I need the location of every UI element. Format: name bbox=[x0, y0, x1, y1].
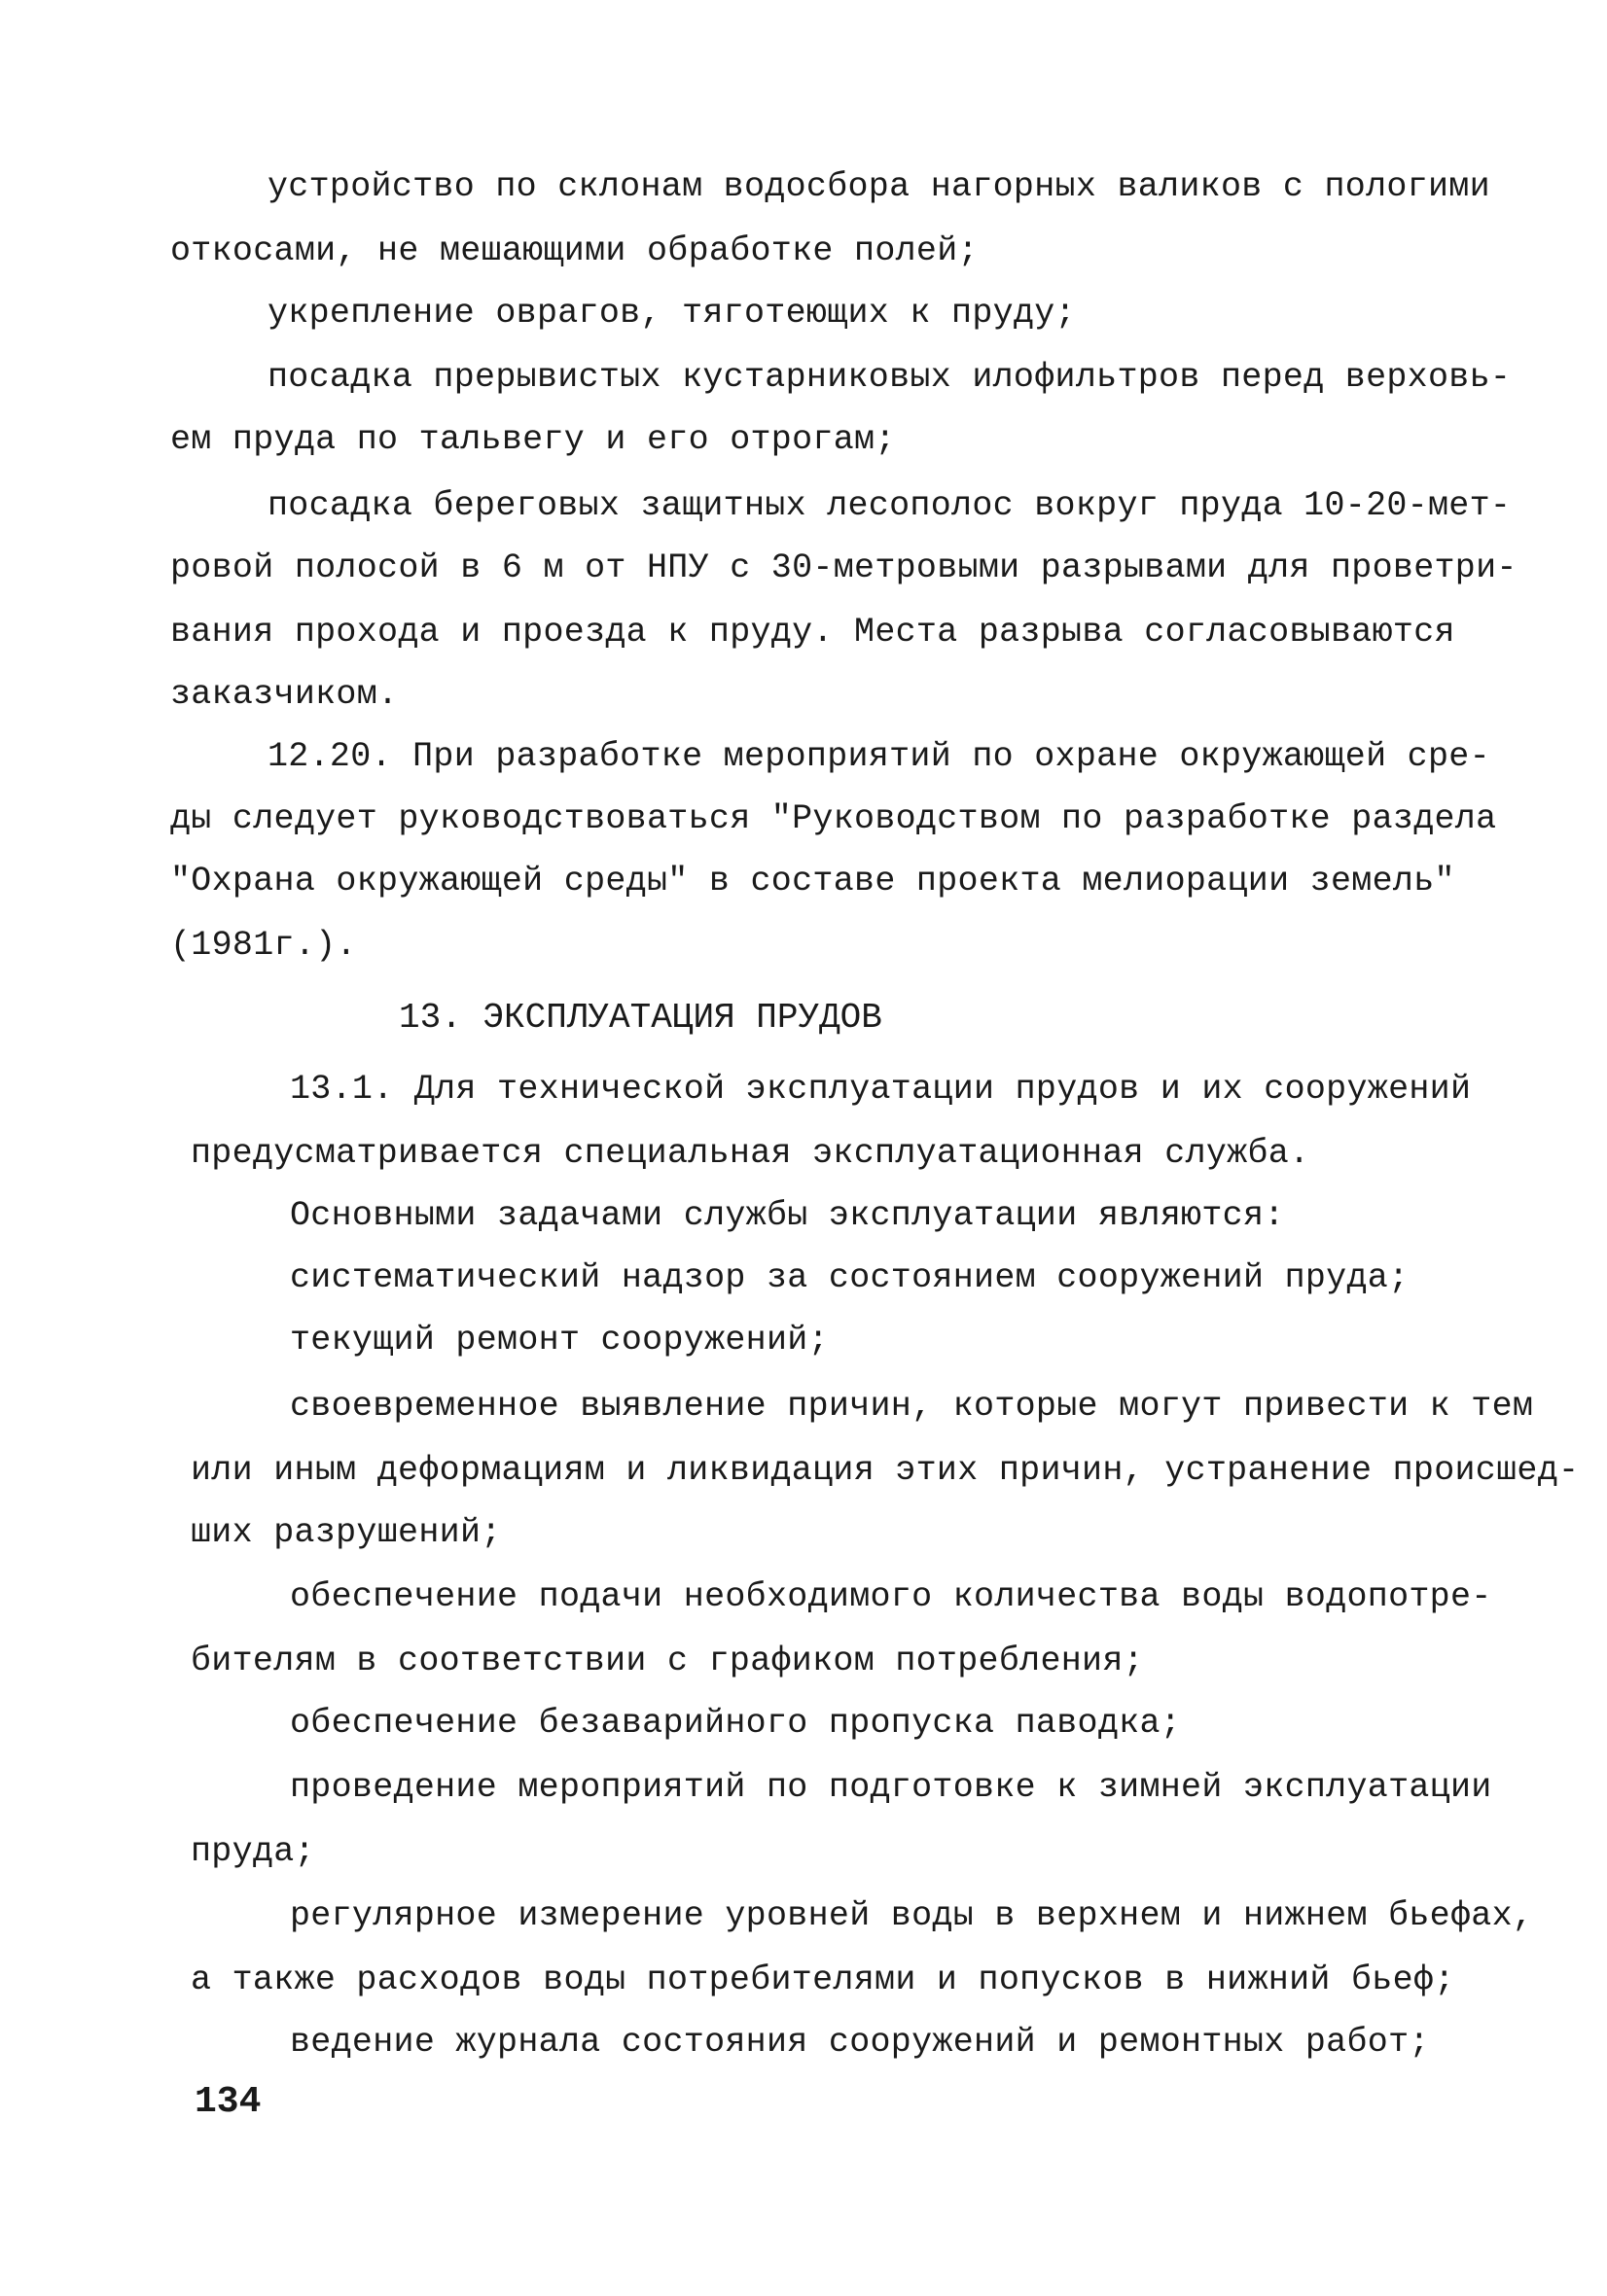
text-line: 13.1. Для технической эксплуатации прудов и их сооружений bbox=[290, 1070, 1472, 1109]
text-line: обеспечение подачи необходимого количества воды водопотре- bbox=[290, 1577, 1492, 1616]
text-line: пруда; bbox=[191, 1832, 315, 1871]
section-heading: 13. ЭКСПЛУАТАЦИЯ ПРУДОВ bbox=[399, 998, 882, 1038]
text-line: заказчиком. bbox=[170, 675, 399, 714]
text-line: "Охрана окружающей среды" в составе проекта мелиорации земель" bbox=[170, 862, 1455, 901]
text-line: вания прохода и проезда к пруду. Места разрыва согласовываются bbox=[170, 613, 1455, 652]
text-line: а также расходов воды потребителями и попусков в нижний бьеф; bbox=[191, 1960, 1455, 1999]
text-line: посадка береговых защитных лесополос вокруг пруда 10-20-мет- bbox=[268, 486, 1512, 525]
text-line: укрепление оврагов, тяготеющих к пруду; bbox=[268, 294, 1076, 333]
text-line: регулярное измерение уровней воды в верхнем и нижнем бьефах, bbox=[290, 1896, 1534, 1935]
text-line: Основными задачами службы эксплуатации являются: bbox=[290, 1196, 1285, 1235]
text-line: или иным деформациям и ликвидация этих причин, устранение происшед- bbox=[191, 1451, 1580, 1490]
text-line: (1981г.). bbox=[170, 926, 357, 965]
text-line: ровой полосой в 6 м от НПУ с 30-метровыми разрывами для проветри- bbox=[170, 548, 1518, 587]
text-line: посадка прерывистых кустарниковых илофильтров перед верховь- bbox=[268, 358, 1512, 397]
text-line: устройство по склонам водосбора нагорных валиков с пологими bbox=[268, 167, 1490, 206]
text-line: обеспечение безаварийного пропуска паводка; bbox=[290, 1704, 1182, 1743]
text-line: предусматривается специальная эксплуатационная служба. bbox=[191, 1134, 1310, 1173]
text-line: откосами, не мешающими обработке полей; bbox=[170, 231, 979, 270]
text-line: проведение мероприятий по подготовке к зимней эксплуатации bbox=[290, 1768, 1492, 1807]
text-line: ды следует руководствоваться "Руководством по разработке раздела bbox=[170, 799, 1497, 838]
text-line: текущий ремонт сооружений; bbox=[290, 1321, 829, 1360]
text-line: систематический надзор за состоянием сооружений пруда; bbox=[290, 1258, 1410, 1297]
text-line: бителям в соответствии с графиком потребления; bbox=[191, 1642, 1144, 1680]
text-line: своевременное выявление причин, которые могут привести к тем bbox=[290, 1387, 1534, 1426]
text-line: ведение журнала состояния сооружений и ремонтных работ; bbox=[290, 2023, 1430, 2062]
text-line: 12.20. При разработке мероприятий по охране окружающей сре- bbox=[268, 737, 1490, 776]
page-number: 134 bbox=[195, 2081, 262, 2123]
text-line: ших разрушений; bbox=[191, 1513, 502, 1552]
text-line: ем пруда по тальвегу и его отрогам; bbox=[170, 420, 896, 459]
